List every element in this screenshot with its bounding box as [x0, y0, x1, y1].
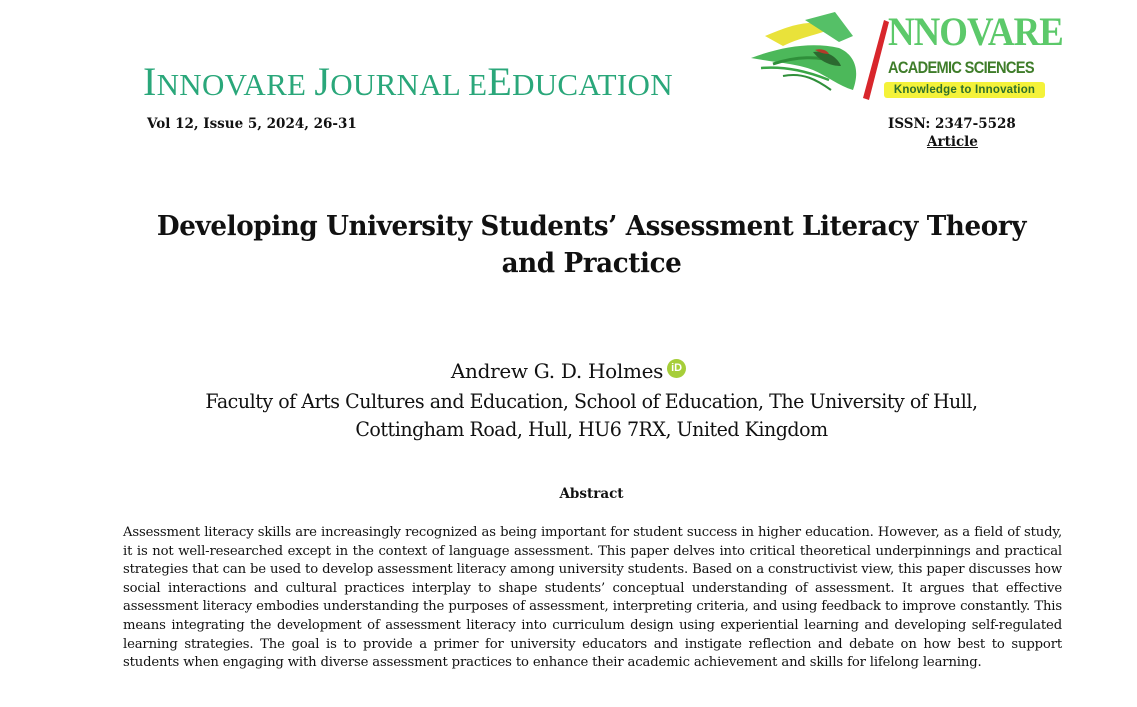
logo-subtitle: ACADEMIC SCIENCES	[888, 58, 1034, 77]
journal-title	[143, 58, 673, 109]
affiliation-line-1: Faculty of Arts Cultures and Education, School of Education, The University of Hull,	[205, 389, 978, 413]
journal-title-part: DUCATION	[512, 67, 673, 102]
abstract-text: Assessment literacy skills are increasingly recognized as being important for student success in higher education. However, as a field of study, it is not well-researched except in the context of language assessment. This paper delves into critical theoretical underpinnings and practical strategies that can be used to develop assessment literacy among university students. Based on a constructivist view, this paper discusses how social interactions and cultural practices interplay to shape students’ conceptual understanding of assessment. It argues that effective assessment literacy embodies understanding the purposes of assessment, interpreting criteria, and using feedback to improve constantly. This means integrating the development of assessment literacy into curriculum design using experiential learning and developing self-regulated learning strategies. The goal is to provide a primer for university educators and instigate reflection and debate on how best to support students when engaging with diverse assessment practices to enhance their academic achievement and skills for lifelong learning.	[123, 525, 1062, 671]
journal-title-part: I	[143, 59, 157, 104]
journal-title-part: NNOVARE	[156, 67, 315, 102]
journal-title-part: J	[314, 59, 331, 104]
abstract-heading: Abstract	[559, 486, 624, 502]
paper-title-line-2: and Practice	[501, 248, 682, 279]
article-type-link[interactable]: Article	[927, 134, 978, 150]
author-line	[0, 357, 1137, 385]
issn: ISSN: 2347-5528	[888, 116, 1016, 132]
author-affiliation	[125, 387, 1059, 443]
volume-info: Vol 12, Issue 5, 2024, 26-31	[147, 116, 357, 132]
paper-title-line-1: Developing University Students’ Assessment Literacy Theory	[156, 211, 1027, 242]
logo-swoosh-icon	[743, 6, 893, 102]
publisher-logo	[743, 6, 1063, 102]
journal-title-part: E	[487, 59, 513, 104]
orcid-icon[interactable]: iD	[667, 359, 686, 378]
author-name: Andrew G. D. Holmes	[450, 359, 664, 383]
logo-name: NNOVARE	[888, 9, 1063, 54]
paper-title	[115, 208, 1069, 282]
affiliation-line-2: Cottingham Road, Hull, HU6 7RX, United Kingdom	[355, 417, 828, 441]
logo-tagline: Knowledge to Innovation	[884, 82, 1045, 98]
journal-title-part: OURNAL	[330, 67, 469, 102]
journal-title-part: E	[468, 67, 488, 102]
